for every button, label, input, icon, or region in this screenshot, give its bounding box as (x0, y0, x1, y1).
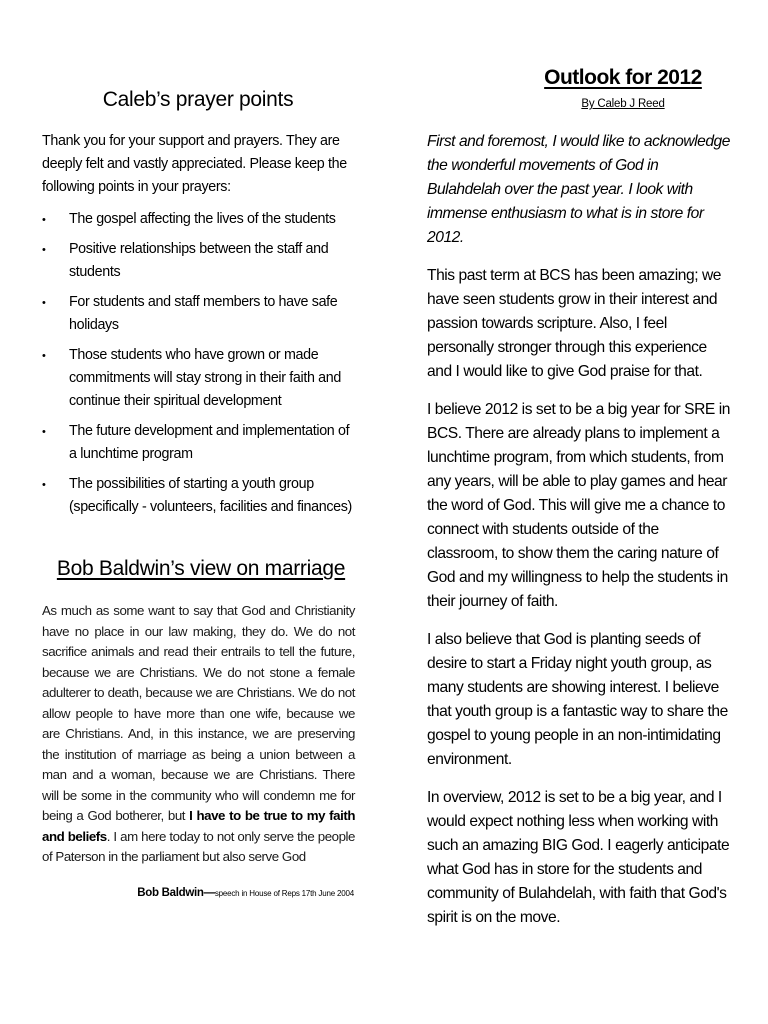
outlook-byline (512, 98, 734, 110)
quote-attribution (42, 887, 354, 899)
quote-text-start: As much as some want to say that God and Christianity have no place in our law making, they do. We do not sacrifice animals and read their entrails to tell the future, because we are Christians. We do not stone a female adulterer to death, because we are Christians. We do not allow people to have more than one wife, because we are Christians. And, in this instance, we are preserving the institution of marriage as being a union between a man and a woman, because we are Christians. There will be some in the community who will condemn me for being a God botherer, but (42, 603, 355, 823)
article-paragraph: I also believe that God is planting seeds of desire to start a Friday night youth group, as many students are showing interest. I believe that youth group is a fantastic way to share the gospel to young people in an non-intimidating environment. (427, 631, 728, 768)
list-item (42, 208, 360, 231)
prayer-points-intro: Thank you for your support and prayers. They are deeply felt and vastly appreciated. Please keep the following points in your prayers: (42, 133, 347, 195)
bullet-icon: • (42, 479, 46, 491)
article-paragraph: In overview, 2012 is set to be a big year, and I would expect nothing less when working with such an amazing BIG God. I eagerly anticipate what God has in store for the students and community of Bulahdelah, with faith that God's spirit is on the move. (427, 789, 730, 926)
attribution-name: Bob Baldwin— (137, 887, 215, 899)
bullet-icon: • (42, 350, 46, 362)
list-item (42, 473, 360, 519)
prayer-points-list (42, 208, 360, 526)
attribution-source: speech in House of Reps 17th June 2004 (214, 889, 354, 898)
list-item-text: Positive relationships between the staff and students (69, 241, 329, 280)
bullet-icon: • (42, 297, 46, 309)
list-item (42, 420, 360, 466)
outlook-byline-text: By Caleb J Reed (581, 98, 665, 110)
list-item-text: Those students who have grown or made commitments will stay strong in their faith and continue their spiritual development (69, 347, 341, 409)
article-paragraph: I believe 2012 is set to be a big year for SRE in BCS. There are already plans to implement a lunchtime program, from which students, from any years, will be able to play games and hear the word of God. This will give me a chance to connect with students outside of the classroom, to show them the caring nature of God and my willingness to help the students in their journey of faith. (427, 401, 731, 610)
quote-text-bold: I have to be true to my faith and beliefs (42, 808, 355, 844)
list-item-text: The possibilities of starting a youth group (specifically - volunteers, facilities and finances) (69, 476, 352, 515)
outlook-heading-text: Outlook for 2012 (544, 66, 702, 89)
bullet-icon: • (42, 426, 46, 438)
bullet-icon: • (42, 244, 46, 256)
list-item (42, 291, 360, 337)
list-item-text: The future development and implementation of a lunchtime program (69, 423, 350, 462)
list-item-text: For students and staff members to have safe holidays (69, 294, 338, 333)
list-item (42, 344, 360, 413)
article-paragraph: This past term at BCS has been amazing; we have seen students grow in their interest and passion towards scripture. Also, I feel personally stronger through this experience and I would like to give God praise for that. (427, 267, 721, 380)
prayer-points-heading: Caleb’s prayer points (102, 88, 294, 111)
outlook-article-body (427, 130, 732, 944)
marriage-view-heading-text: Bob Baldwin’s view on marriage (56, 557, 346, 580)
list-item (42, 238, 360, 284)
marriage-quote-body (42, 601, 355, 868)
article-lead-paragraph: First and foremost, I would like to acknowledge the wonderful movements of God in Bulahdelah over the past year. I look with immense enthusiasm to what is in store for 2012. (427, 133, 731, 246)
outlook-heading (512, 66, 734, 90)
list-item-text: The gospel affecting the lives of the students (69, 211, 336, 227)
marriage-view-heading (42, 557, 360, 581)
quote-text-end: . I am here today to not only serve the people of Paterson in the parliament but also serve God (42, 828, 356, 864)
bullet-icon: • (42, 214, 46, 226)
